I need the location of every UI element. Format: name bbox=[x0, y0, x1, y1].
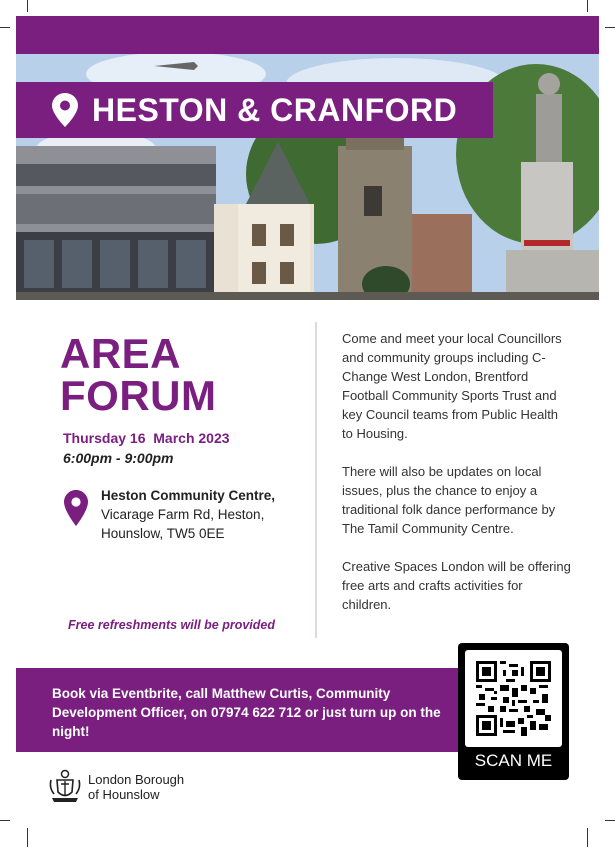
top-purple-bar bbox=[16, 16, 599, 54]
crop-mark bbox=[0, 27, 10, 28]
event-description bbox=[342, 329, 572, 633]
booking-text: Book via Eventbrite, call Matthew Curtis, Community Development Officer, on 07974 622 712 or just turn up on the night! bbox=[52, 686, 441, 739]
event-date: Thursday 16 March 2023 bbox=[63, 430, 230, 446]
column-divider bbox=[315, 322, 317, 638]
event-time: 6:00pm - 9:00pm bbox=[63, 450, 174, 466]
crop-mark bbox=[605, 27, 615, 28]
crop-mark bbox=[587, 828, 588, 847]
crop-mark bbox=[27, 0, 28, 12]
council-crest-icon bbox=[48, 768, 82, 804]
title-banner bbox=[16, 82, 493, 138]
scan-me-label: SCAN ME bbox=[474, 751, 553, 770]
refreshments-note: Free refreshments will be provided bbox=[68, 618, 276, 632]
council-name bbox=[88, 772, 184, 802]
booking-bar bbox=[16, 668, 516, 752]
council-name-line1: London Borough bbox=[88, 772, 185, 787]
venue-address bbox=[101, 486, 275, 543]
description-paragraph: Creative Spaces London will be offering free arts and crafts activities for children. bbox=[342, 559, 571, 612]
location-pin-icon bbox=[64, 490, 88, 526]
qr-code[interactable] bbox=[465, 650, 562, 747]
banner-title: HESTON & CRANFORD bbox=[92, 91, 458, 128]
event-title bbox=[60, 330, 217, 419]
event-title-line1: AREA bbox=[60, 330, 182, 377]
crop-mark bbox=[0, 820, 10, 821]
description-paragraph: Come and meet your local Councillors and community groups including C-Change West London, Brentford Football Community Sports Trust and key Council teams from Public Health to Housing. bbox=[342, 331, 562, 441]
qr-code-icon bbox=[476, 661, 551, 736]
venue-line2: Hounslow, TW5 0EE bbox=[101, 526, 225, 541]
crop-mark bbox=[605, 820, 615, 821]
qr-code-card[interactable] bbox=[458, 643, 569, 780]
venue-name: Heston Community Centre, bbox=[101, 488, 276, 503]
description-paragraph: There will also be updates on local issues, plus the chance to enjoy a traditional folk dance performance by The Tamil Community Centre. bbox=[342, 464, 556, 536]
venue-line1: Vicarage Farm Rd, Heston, bbox=[101, 507, 265, 522]
location-pin-icon bbox=[52, 93, 78, 127]
crop-mark bbox=[27, 828, 28, 847]
event-title-line2: FORUM bbox=[60, 372, 217, 419]
crop-mark bbox=[587, 0, 588, 12]
council-name-line2: of Hounslow bbox=[88, 787, 160, 802]
